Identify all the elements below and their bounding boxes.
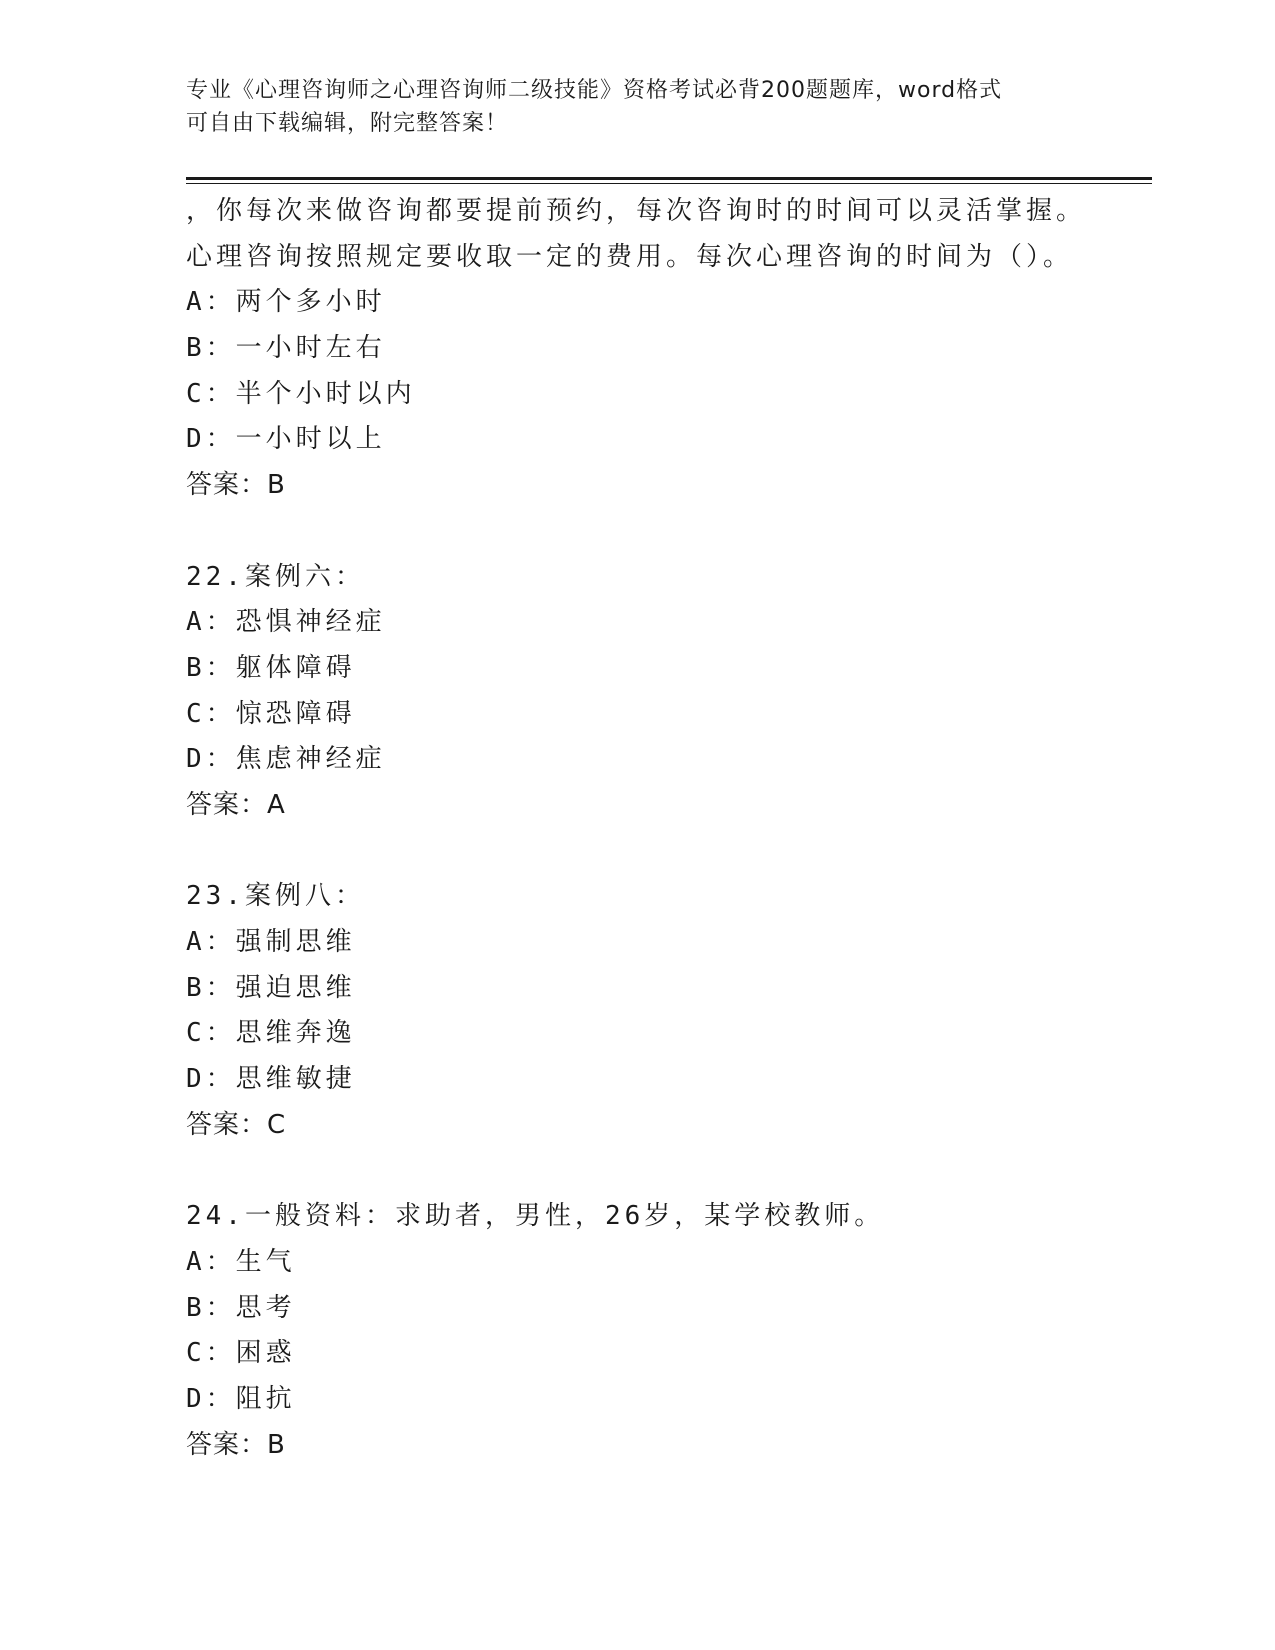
question-block bbox=[186, 1194, 1152, 1468]
question-block bbox=[186, 555, 1152, 829]
option-c: C：惊恐障碍 bbox=[186, 698, 356, 729]
header-divider-thick bbox=[186, 177, 1152, 180]
option-d: D：焦虑神经症 bbox=[186, 744, 386, 775]
header-title-line-2: 可自由下载编辑，附完整答案！ bbox=[186, 111, 509, 136]
option-a: A：生气 bbox=[186, 1246, 296, 1277]
question-stem: 23.案例八： bbox=[186, 881, 365, 912]
spacer bbox=[186, 1148, 1152, 1194]
question-stem-line: ，你每次来做咨询都要提前预约，每次咨询时的时间可以灵活掌握。 bbox=[186, 196, 1087, 226]
question-stem: 24.一般资料：求助者，男性，26岁，某学校教师。 bbox=[186, 1201, 885, 1232]
option-b: B：躯体障碍 bbox=[186, 652, 356, 683]
question-stem: 22.案例六： bbox=[186, 561, 365, 592]
answer-line: 答案：C bbox=[186, 1109, 287, 1140]
question-block-continued bbox=[186, 189, 1152, 509]
option-d: D：阻抗 bbox=[186, 1383, 296, 1414]
option-a: A：两个多小时 bbox=[186, 287, 386, 318]
header-divider-thin bbox=[186, 183, 1152, 184]
document-header bbox=[186, 74, 1066, 140]
question-list bbox=[186, 189, 1152, 1468]
option-a: A：强制思维 bbox=[186, 927, 356, 957]
question-stem-line: 心理咨询按照规定要收取一定的费用。每次心理咨询的时间为（）。 bbox=[186, 241, 1074, 272]
option-d: D：思维敏捷 bbox=[186, 1064, 356, 1095]
option-b: B：思考 bbox=[186, 1292, 296, 1323]
header-title-line-1: 专业《心理咨询师之心理咨询师二级技能》资格考试必背200题题库，word格式 bbox=[186, 78, 1003, 103]
option-c: C：困惑 bbox=[186, 1338, 296, 1369]
spacer bbox=[186, 509, 1152, 555]
answer-line: 答案：B bbox=[186, 1429, 286, 1460]
option-a: A：恐惧神经症 bbox=[186, 607, 386, 638]
option-d: D：一小时以上 bbox=[186, 424, 386, 455]
answer-line: 答案：A bbox=[186, 789, 286, 820]
option-c: C：半个小时以内 bbox=[186, 378, 416, 409]
spacer bbox=[186, 829, 1152, 875]
option-c: C：思维奔逸 bbox=[186, 1018, 356, 1049]
option-b: B：强迫思维 bbox=[186, 972, 356, 1003]
question-block bbox=[186, 874, 1152, 1148]
answer-line: 答案：B bbox=[186, 470, 286, 501]
option-b: B：一小时左右 bbox=[186, 333, 386, 364]
